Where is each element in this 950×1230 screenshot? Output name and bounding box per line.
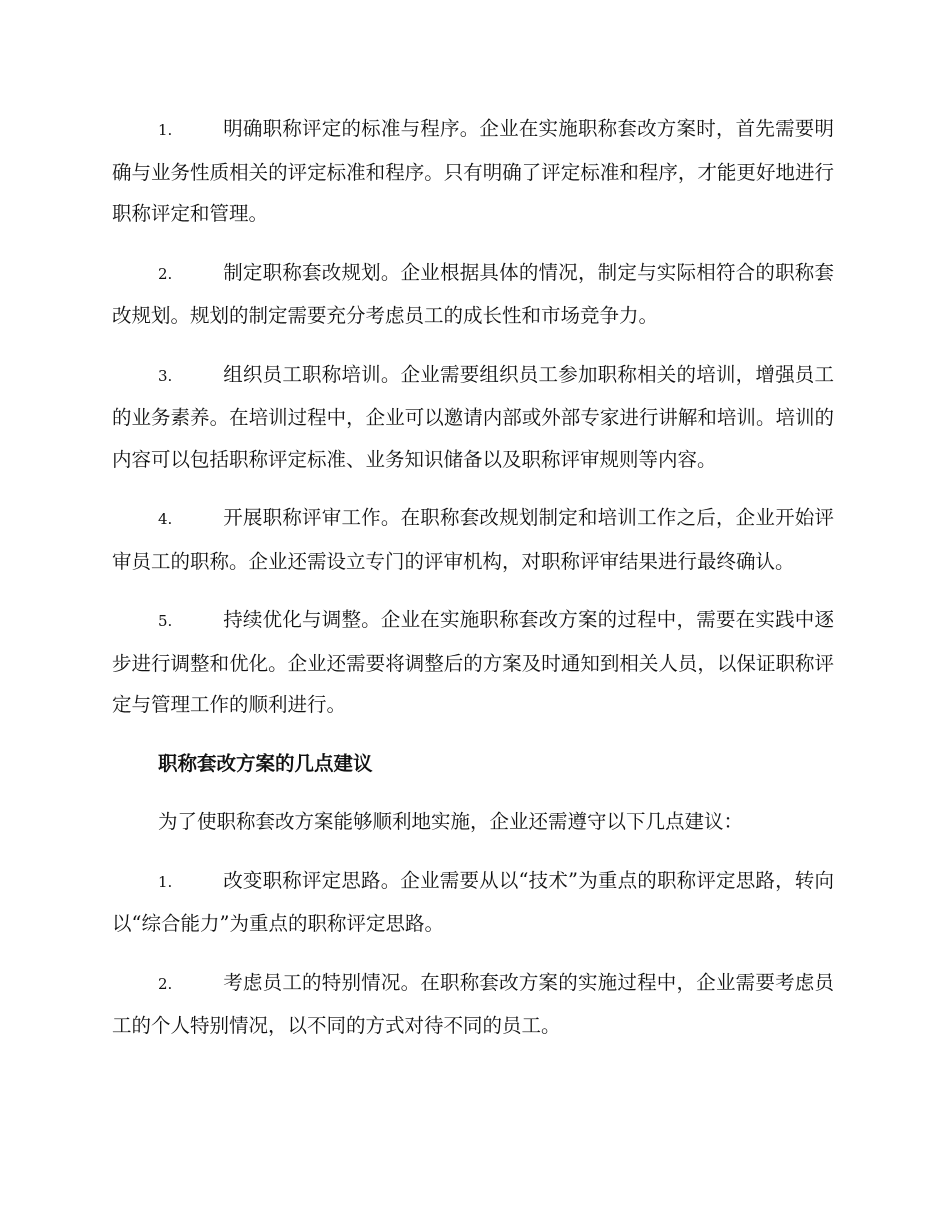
list-item-text: 开展职称评审工作。在职称套改规划制定和培训工作之后，企业开始评审员工的职称。企业还需设立专门的评审机构，对职称评审结果进行最终确认。 [112,506,834,573]
section-heading: 职称套改方案的几点建议 [158,751,373,775]
list-item [112,108,834,235]
list-item [112,252,834,337]
list-item [112,962,834,1047]
list-number: 2. [158,974,173,993]
list-item-text: 明确职称评定的标准与程序。企业在实施职称套改方案时，首先需要明确与业务性质相关的评定标准和程序。只有明确了评定标准和程序，才能更好地进行职称评定和管理。 [112,117,834,225]
list-number: 4. [158,510,173,528]
list-item [112,497,834,582]
list-item-text: 改变职称评定思路。企业需要从以“技术”为重点的职称评定思路，转向以“综合能力”为重点的职称评定思路。 [112,868,834,935]
list-number: 5. [158,612,173,630]
list-item [112,860,834,945]
list-number: 1. [158,121,173,139]
list-item [112,599,834,726]
list-number: 2. [158,264,173,283]
list-item-text: 考虑员工的特别情况。在职称套改方案的实施过程中，企业需要考虑员工的个人特别情况，以不同的方式对待不同的员工。 [112,970,834,1037]
document-page [112,108,834,1064]
list-item-text: 持续优化与调整。企业在实施职称套改方案的过程中，需要在实践中逐步进行调整和优化。企业还需要将调整后的方案及时通知到相关人员，以保证职称评定与管理工作的顺利进行。 [112,608,834,716]
list-number: 3. [158,366,173,385]
list-number: 1. [158,872,173,891]
section-intro: 为了使职称套改方案能够顺利地实施，企业还需遵守以下几点建议： [158,810,744,833]
list-item-text: 组织员工职称培训。企业需要组织员工参加职称相关的培训，增强员工的业务素养。在培训过程中，企业可以邀请内部或外部专家进行讲解和培训。培训的内容可以包括职称评定标准、业务知识储备以及职称评审规则等内容。 [112,362,834,471]
list-item [112,354,834,481]
list-item-text: 制定职称套改规划。企业根据具体的情况，制定与实际相符合的职称套改规划。规划的制定需要充分考虑员工的成长性和市场竞争力。 [112,260,834,327]
